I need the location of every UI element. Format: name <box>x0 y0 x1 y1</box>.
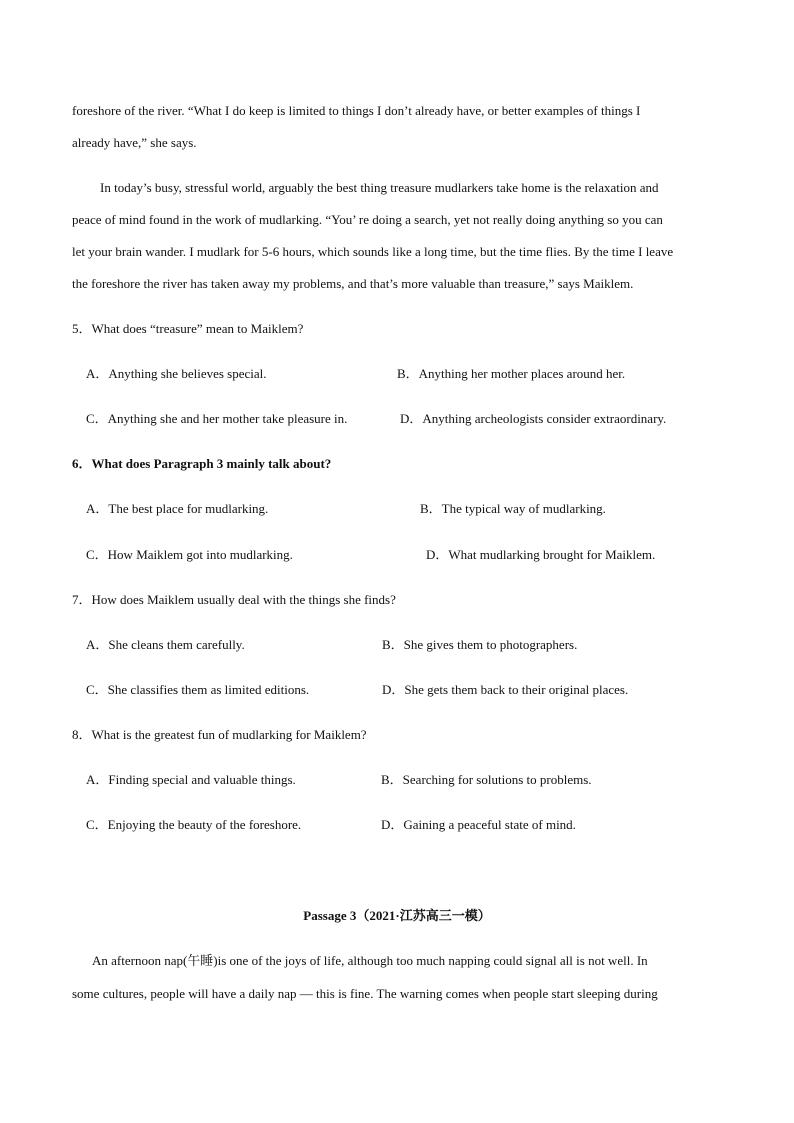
question-7-option-d: D．She gets them back to their original places. <box>382 682 629 697</box>
question-8-option-a: A．Finding special and valuable things. <box>86 772 296 787</box>
question-5-option-b: B．Anything her mother places around her. <box>397 366 626 381</box>
question-5-option-d: D．Anything archeologists consider extraordinary. <box>400 411 667 426</box>
question-7-option-a: A．She cleans them carefully. <box>86 637 245 652</box>
question-7-option-b: B．She gives them to photographers. <box>382 637 578 652</box>
paragraph-line: the foreshore the river has taken away my problems, and that’s more valuable than treasure,” says Maiklem. <box>72 276 634 291</box>
question-6-stem: 6．What does Paragraph 3 mainly talk about? <box>72 456 332 471</box>
question-7-stem: 7．How does Maiklem usually deal with the things she finds? <box>72 592 396 607</box>
question-8-option-c: C．Enjoying the beauty of the foreshore. <box>86 817 302 832</box>
question-6-option-a: A．The best place for mudlarking. <box>86 501 269 516</box>
question-6-option-d: D．What mudlarking brought for Maiklem. <box>426 547 656 562</box>
question-6-option-b: B．The typical way of mudlarking. <box>420 501 606 516</box>
question-8-option-b: B．Searching for solutions to problems. <box>381 772 592 787</box>
paragraph-line: foreshore of the river. “What I do keep is limited to things I don’t already have, or better examples of things I <box>72 103 641 118</box>
paragraph-line: An afternoon nap(午睡)is one of the joys of life, although too much napping could signal all is not well. In <box>92 953 648 968</box>
question-8-option-d: D．Gaining a peaceful state of mind. <box>381 817 576 832</box>
passage-3-title: Passage 3（2021·江苏高三一模） <box>303 908 491 923</box>
question-5-option-c: C．Anything she and her mother take pleasure in. <box>86 411 348 426</box>
paragraph-line: In today’s busy, stressful world, arguably the best thing treasure mudlarkers take home is the relaxation and <box>100 180 659 195</box>
question-5-stem: 5．What does “treasure” mean to Maiklem? <box>72 321 304 336</box>
question-8-stem: 8．What is the greatest fun of mudlarking for Maiklem? <box>72 727 367 742</box>
question-5-option-a: A．Anything she believes special. <box>86 366 267 381</box>
paragraph-line: peace of mind found in the work of mudlarking. “You’ re doing a search, yet not really doing anything so you can <box>72 212 663 227</box>
paragraph-line: already have,” she says. <box>72 135 197 150</box>
paragraph-line: some cultures, people will have a daily nap — this is fine. The warning comes when people start sleeping during <box>72 986 658 1001</box>
question-7-option-c: C．She classifies them as limited editions. <box>86 682 310 697</box>
question-6-option-c: C．How Maiklem got into mudlarking. <box>86 547 293 562</box>
paragraph-line: let your brain wander. I mudlark for 5-6 hours, which sounds like a long time, but the time flies. By the time I leave <box>72 244 674 259</box>
